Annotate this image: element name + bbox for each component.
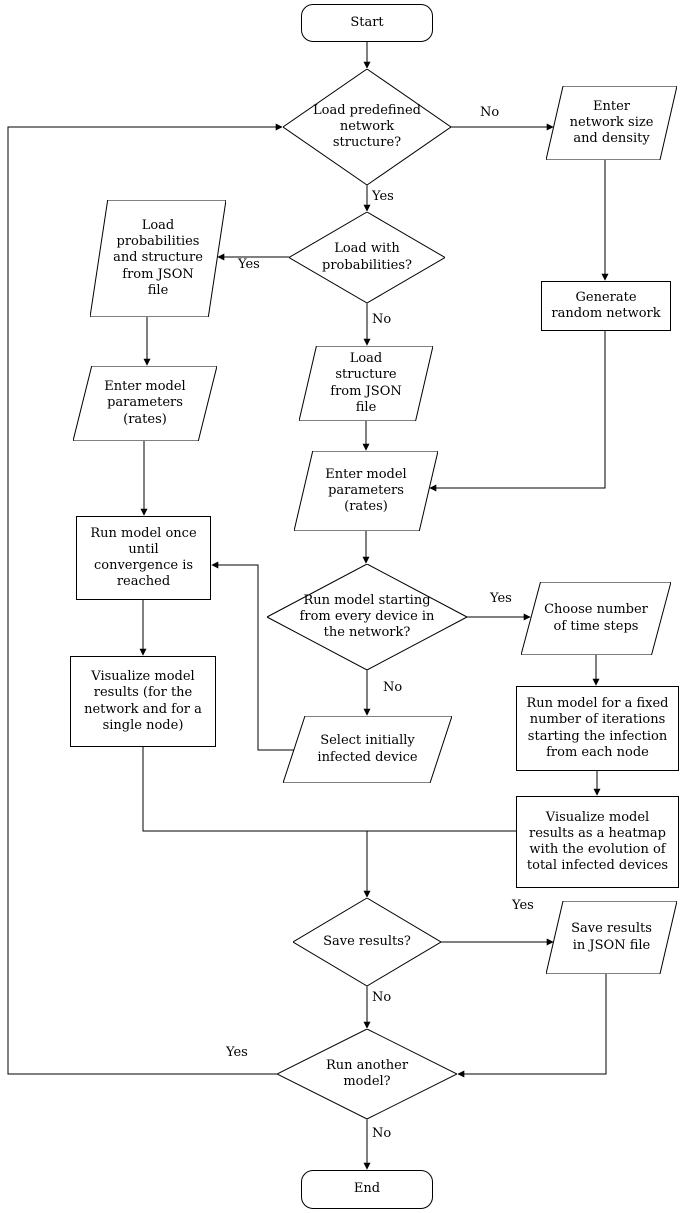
node-decision-load-predefined bbox=[283, 69, 451, 185]
node-label: Select initially infected device bbox=[317, 733, 418, 765]
node-visualize-model-results bbox=[70, 656, 216, 747]
node-decision-run-another bbox=[277, 1029, 457, 1119]
node-load-probabilities-from-json bbox=[90, 200, 226, 317]
edge-generate-to-parameters bbox=[430, 331, 605, 488]
node-label: Enter model parameters (rates) bbox=[325, 466, 407, 515]
node-select-infected-device bbox=[283, 716, 452, 783]
node-load-structure-from-json bbox=[299, 346, 433, 421]
node-label: Run model for a fixed number of iterations starting the infection from each node bbox=[526, 696, 669, 760]
node-label: Start bbox=[350, 14, 384, 30]
edge-label-save-no: No bbox=[372, 990, 392, 1005]
node-label: Enter network size and density bbox=[569, 98, 654, 147]
node-label: Generate random network bbox=[551, 289, 661, 321]
node-label: Save results? bbox=[323, 933, 411, 949]
node-enter-network-size bbox=[546, 86, 677, 160]
node-decision-load-with-probabilities bbox=[289, 212, 445, 303]
node-label: Enter model parameters (rates) bbox=[104, 379, 186, 427]
node-enter-model-parameters bbox=[294, 451, 438, 531]
edge-savejson-to-run-another bbox=[458, 974, 606, 1074]
node-label: Visualize model results (for the network and for a single node) bbox=[84, 669, 202, 733]
edge-label-load-probabilities-yes: Yes bbox=[238, 257, 260, 272]
node-label: Run model starting from every device in the network? bbox=[299, 592, 435, 641]
node-end bbox=[301, 1170, 433, 1209]
node-label: Save results in JSON file bbox=[571, 921, 652, 953]
node-run-model-once bbox=[76, 516, 211, 600]
edge-label-run-another-no: No bbox=[372, 1126, 392, 1141]
node-label: Load probabilities and structure from JSON file bbox=[113, 217, 203, 298]
node-label: Load predefined network structure? bbox=[313, 102, 421, 151]
node-save-results-json bbox=[546, 901, 677, 974]
node-label: Run model once until convergence is reached bbox=[90, 525, 197, 590]
edge-label-every-device-no: No bbox=[383, 680, 403, 695]
node-enter-model-parameters-left bbox=[73, 366, 217, 441]
edge-label-load-probabilities-no: No bbox=[372, 312, 392, 327]
node-label: Load structure from JSON file bbox=[330, 351, 402, 415]
node-label: Choose number of time steps bbox=[544, 602, 648, 634]
edge-label-save-yes: Yes bbox=[512, 898, 534, 913]
node-start bbox=[301, 4, 433, 42]
edge-label-every-device-yes: Yes bbox=[490, 591, 512, 606]
node-choose-time-steps bbox=[521, 582, 671, 655]
node-decision-run-every-device bbox=[267, 564, 467, 670]
node-decision-save-results bbox=[293, 898, 441, 986]
node-label: Visualize model results as a heatmap with the evolution of total infected devices bbox=[526, 809, 669, 874]
edge-label-load-predefined-no: No bbox=[480, 105, 500, 120]
node-visualize-heatmap bbox=[516, 796, 679, 888]
node-run-fixed-iterations bbox=[516, 686, 679, 771]
node-label: Run another model? bbox=[325, 1057, 409, 1089]
edge-label-run-another-yes: Yes bbox=[226, 1045, 248, 1060]
edge-label-load-predefined-yes: Yes bbox=[372, 189, 394, 204]
node-label: End bbox=[353, 1181, 381, 1197]
node-generate-random-network bbox=[541, 281, 671, 331]
node-label: Load with probabilities? bbox=[322, 241, 412, 273]
